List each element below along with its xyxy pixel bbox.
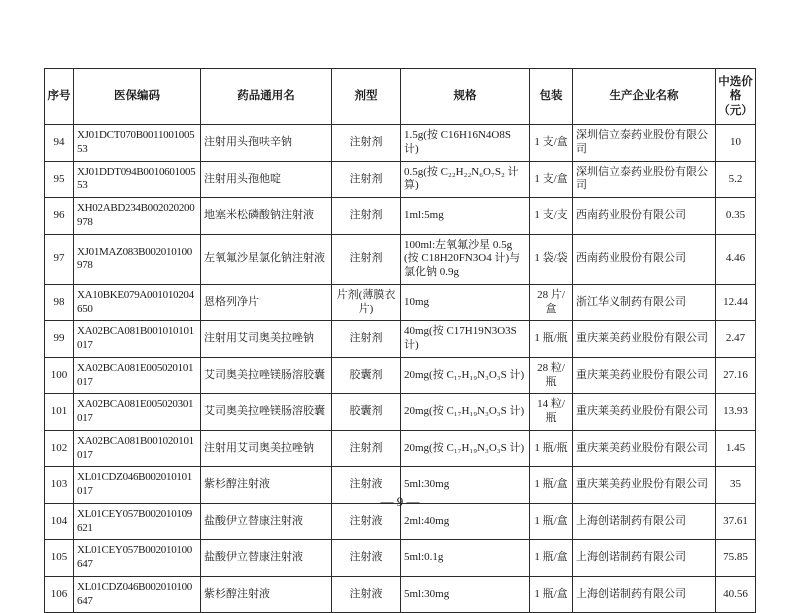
table-row — [45, 394, 756, 431]
cell-spec: 5ml:0.1g — [401, 540, 530, 577]
cell-name: 左氧氟沙星氯化钠注射液 — [201, 234, 332, 284]
cell-pack: 28 片/盒 — [530, 284, 573, 321]
cell-form: 胶囊剂 — [332, 357, 401, 394]
cell-seq: 100 — [45, 357, 74, 394]
cell-code: XA02BCA081B001020101017 — [74, 430, 201, 467]
cell-manufacturer: 重庆莱美药业股份有限公司 — [573, 430, 716, 467]
cell-pack: 1 瓶/盒 — [530, 467, 573, 504]
cell-pack: 1 支/支 — [530, 198, 573, 235]
cell-spec: 100ml:左氧氟沙星 0.5g(按 C18H20FN3O4 计)与氯化钠 0.9g — [401, 234, 530, 284]
cell-price: 13.93 — [716, 394, 756, 431]
cell-seq: 105 — [45, 540, 74, 577]
cell-price: 5.2 — [716, 161, 756, 198]
cell-pack: 1 瓶/瓶 — [530, 321, 573, 358]
cell-code: XA02BCA081B001010101017 — [74, 321, 201, 358]
column-header-form: 剂型 — [332, 69, 401, 125]
cell-code: XJ01MAZ083B002010100978 — [74, 234, 201, 284]
cell-spec: 1ml:5mg — [401, 198, 530, 235]
cell-code: XJ01DCT070B001100100553 — [74, 125, 201, 162]
cell-price: 1.45 — [716, 430, 756, 467]
cell-pack: 1 支/盒 — [530, 125, 573, 162]
cell-price: 35 — [716, 467, 756, 504]
cell-pack: 1 袋/袋 — [530, 234, 573, 284]
cell-manufacturer: 深圳信立泰药业股份有限公司 — [573, 161, 716, 198]
cell-pack: 1 瓶/盒 — [530, 576, 573, 613]
cell-spec: 20mg(按 C₁₇H₁₉N₃O₃S 计) — [401, 430, 530, 467]
cell-manufacturer: 深圳信立泰药业股份有限公司 — [573, 125, 716, 162]
cell-price: 10 — [716, 125, 756, 162]
cell-name: 注射用艾司奥美拉唑钠 — [201, 321, 332, 358]
cell-name: 艾司奥美拉唑镁肠溶胶囊 — [201, 394, 332, 431]
table-row — [45, 198, 756, 235]
cell-form: 片剂(薄膜衣片) — [332, 284, 401, 321]
cell-price: 27.16 — [716, 357, 756, 394]
cell-price: 4.46 — [716, 234, 756, 284]
cell-spec: 5ml:30mg — [401, 576, 530, 613]
cell-manufacturer: 上海创诺制药有限公司 — [573, 503, 716, 540]
table-row — [45, 125, 756, 162]
cell-seq: 106 — [45, 576, 74, 613]
cell-price: 75.85 — [716, 540, 756, 577]
cell-price: 0.35 — [716, 198, 756, 235]
cell-form: 注射剂 — [332, 430, 401, 467]
cell-seq: 98 — [45, 284, 74, 321]
cell-price: 37.61 — [716, 503, 756, 540]
cell-price: 12.44 — [716, 284, 756, 321]
cell-spec: 1.5g(按 C16H16N4O8S 计) — [401, 125, 530, 162]
page-number: — 9 — — [380, 494, 420, 509]
cell-manufacturer: 重庆莱美药业股份有限公司 — [573, 467, 716, 504]
cell-name: 注射用头孢他啶 — [201, 161, 332, 198]
cell-name: 艾司奥美拉唑镁肠溶胶囊 — [201, 357, 332, 394]
cell-name: 注射用头孢呋辛钠 — [201, 125, 332, 162]
cell-name: 盐酸伊立替康注射液 — [201, 540, 332, 577]
cell-form: 注射剂 — [332, 321, 401, 358]
cell-form: 注射液 — [332, 576, 401, 613]
cell-price: 2.47 — [716, 321, 756, 358]
cell-name: 地塞米松磷酸钠注射液 — [201, 198, 332, 235]
cell-pack: 1 瓶/盒 — [530, 503, 573, 540]
cell-form: 胶囊剂 — [332, 394, 401, 431]
column-header-spec: 规格 — [401, 69, 530, 125]
cell-manufacturer: 上海创诺制药有限公司 — [573, 540, 716, 577]
cell-manufacturer: 浙江华义制药有限公司 — [573, 284, 716, 321]
cell-spec: 10mg — [401, 284, 530, 321]
cell-form: 注射剂 — [332, 161, 401, 198]
table-row — [45, 284, 756, 321]
header-row — [45, 69, 756, 125]
column-header-pack: 包装 — [530, 69, 573, 125]
cell-code: XH02ABD234B002020200978 — [74, 198, 201, 235]
table-row — [45, 540, 756, 577]
column-header-price: 中选价格（元） — [716, 69, 756, 125]
cell-pack: 1 支/盒 — [530, 161, 573, 198]
column-header-code: 医保编码 — [74, 69, 201, 125]
cell-spec: 5ml:30mg — [401, 467, 530, 504]
cell-form: 注射液 — [332, 540, 401, 577]
cell-seq: 99 — [45, 321, 74, 358]
cell-name: 注射用艾司奥美拉唑钠 — [201, 430, 332, 467]
cell-pack: 1 瓶/盒 — [530, 540, 573, 577]
cell-seq: 97 — [45, 234, 74, 284]
cell-code: XL01CDZ046B002010100647 — [74, 576, 201, 613]
cell-code: XA10BKE079A001010204650 — [74, 284, 201, 321]
cell-name: 紫杉醇注射液 — [201, 576, 332, 613]
cell-form: 注射液 — [332, 467, 401, 504]
cell-seq: 96 — [45, 198, 74, 235]
cell-form: 注射剂 — [332, 234, 401, 284]
cell-manufacturer: 西南药业股份有限公司 — [573, 234, 716, 284]
cell-spec: 20mg(按 C₁₇H₁₉N₃O₃S 计) — [401, 394, 530, 431]
cell-spec: 40mg(按 C17H19N3O3S 计) — [401, 321, 530, 358]
cell-code: XA02BCA081E005020301017 — [74, 394, 201, 431]
cell-spec: 0.5g(按 C₂₂H₂₂N₆O₇S₂ 计算) — [401, 161, 530, 198]
column-header-seq: 序号 — [45, 69, 74, 125]
cell-manufacturer: 上海创诺制药有限公司 — [573, 576, 716, 613]
table-row — [45, 321, 756, 358]
cell-manufacturer: 重庆莱美药业股份有限公司 — [573, 357, 716, 394]
cell-form: 注射液 — [332, 503, 401, 540]
column-header-manufacturer: 生产企业名称 — [573, 69, 716, 125]
cell-seq: 94 — [45, 125, 74, 162]
table-row — [45, 234, 756, 284]
cell-seq: 102 — [45, 430, 74, 467]
table-row — [45, 161, 756, 198]
cell-pack: 28 粒/瓶 — [530, 357, 573, 394]
cell-spec: 20mg(按 C₁₇H₁₉N₃O₃S 计) — [401, 357, 530, 394]
table-header — [45, 69, 756, 125]
cell-seq: 101 — [45, 394, 74, 431]
cell-pack: 1 瓶/瓶 — [530, 430, 573, 467]
cell-form: 注射剂 — [332, 125, 401, 162]
cell-code: XA02BCA081E005020101017 — [74, 357, 201, 394]
cell-code: XL01CDZ046B002010101017 — [74, 467, 201, 504]
table-row — [45, 576, 756, 613]
cell-name: 盐酸伊立替康注射液 — [201, 503, 332, 540]
cell-manufacturer: 重庆莱美药业股份有限公司 — [573, 321, 716, 358]
cell-price: 40.56 — [716, 576, 756, 613]
cell-pack: 14 粒/瓶 — [530, 394, 573, 431]
table-row — [45, 430, 756, 467]
cell-seq: 95 — [45, 161, 74, 198]
column-header-name: 药品通用名 — [201, 69, 332, 125]
table-row — [45, 357, 756, 394]
cell-code: XL01CEY057B002010109621 — [74, 503, 201, 540]
cell-spec: 2ml:40mg — [401, 503, 530, 540]
cell-manufacturer: 西南药业股份有限公司 — [573, 198, 716, 235]
cell-name: 紫杉醇注射液 — [201, 467, 332, 504]
cell-form: 注射剂 — [332, 198, 401, 235]
cell-manufacturer: 重庆莱美药业股份有限公司 — [573, 394, 716, 431]
cell-code: XJ01DDT094B001060100553 — [74, 161, 201, 198]
cell-name: 恩格列净片 — [201, 284, 332, 321]
drug-price-table — [44, 68, 756, 613]
table-body — [45, 125, 756, 613]
cell-code: XL01CEY057B002010100647 — [74, 540, 201, 577]
cell-seq: 104 — [45, 503, 74, 540]
cell-seq: 103 — [45, 467, 74, 504]
